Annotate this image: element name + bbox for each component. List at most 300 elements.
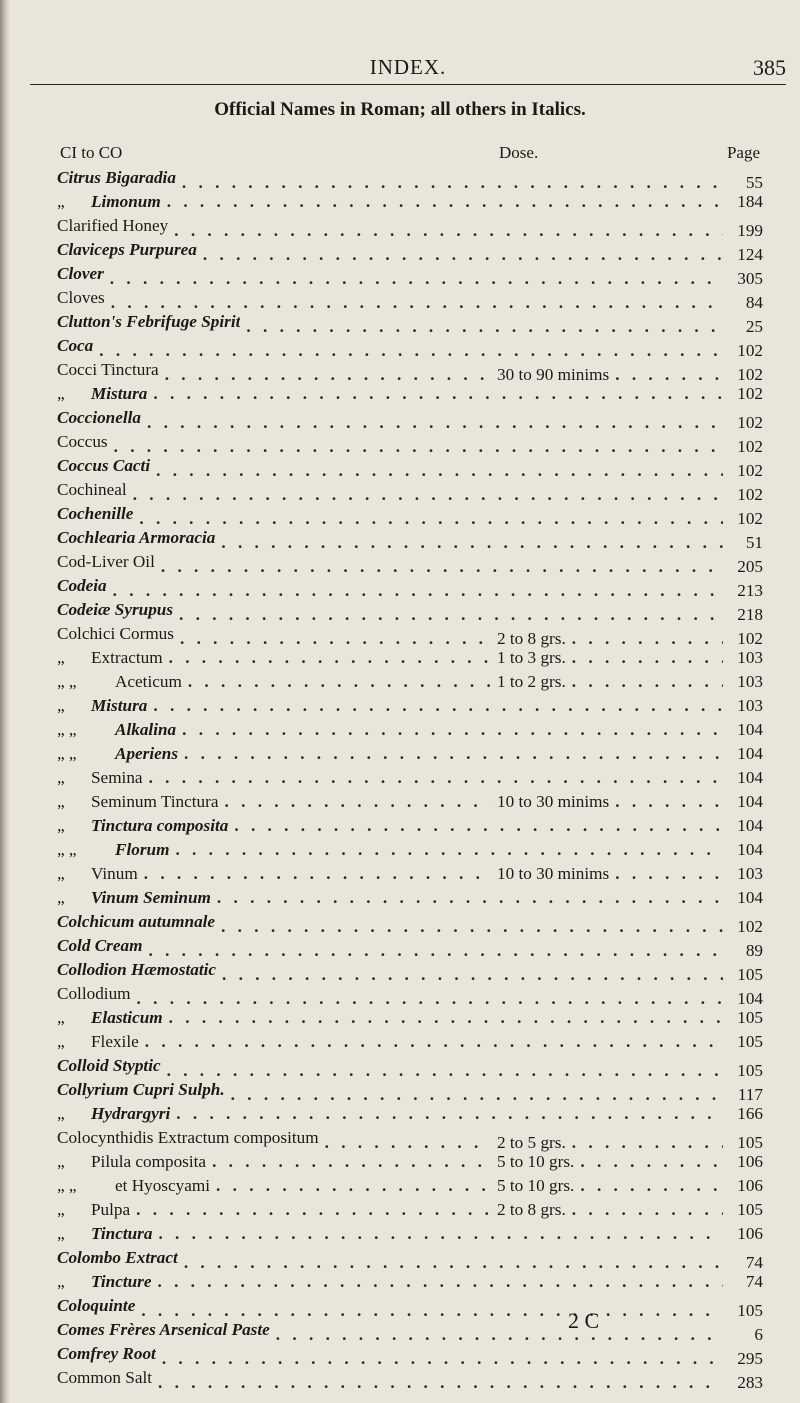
entry-name-cell bbox=[57, 360, 159, 380]
ditto-mark: „ bbox=[57, 1008, 65, 1027]
entry-dose: 2 to 8 grs. bbox=[497, 1200, 566, 1219]
entry-name-cell bbox=[57, 528, 215, 548]
entry-page: 104 bbox=[737, 888, 763, 907]
dot-leader bbox=[141, 1301, 723, 1320]
entry-page: 105 bbox=[737, 1133, 763, 1152]
entry-name-cell bbox=[57, 1296, 135, 1316]
index-entry bbox=[57, 552, 763, 576]
entry-page: 105 bbox=[737, 1061, 763, 1080]
entry-name: Extractum bbox=[91, 648, 163, 667]
entry-name-cell bbox=[57, 1104, 170, 1124]
dot-leader bbox=[110, 269, 723, 288]
dot-leader bbox=[133, 485, 723, 504]
ditto-mark: „ „ bbox=[57, 720, 77, 739]
index-entry bbox=[57, 744, 763, 768]
entry-page: 104 bbox=[737, 744, 763, 763]
entry-name-cell bbox=[57, 792, 219, 812]
entry-name-cell bbox=[57, 264, 104, 284]
entry-name-cell bbox=[57, 984, 131, 1004]
entry-name-cell bbox=[57, 1056, 161, 1076]
dot-leader bbox=[144, 864, 491, 884]
index-entry bbox=[57, 1296, 763, 1320]
dot-leader bbox=[222, 965, 723, 984]
dot-leader bbox=[169, 648, 491, 668]
entry-name: Tinctura composita bbox=[91, 816, 229, 835]
entry-dose: 2 to 5 grs. bbox=[497, 1133, 566, 1152]
entry-page: 105 bbox=[737, 1032, 763, 1051]
entry-name-cell bbox=[57, 1344, 156, 1364]
entry-page: 205 bbox=[737, 557, 763, 576]
entry-name-cell bbox=[57, 1176, 210, 1196]
entry-page: 199 bbox=[737, 221, 763, 240]
dot-leader bbox=[137, 989, 723, 1008]
entry-name-cell bbox=[57, 936, 142, 956]
entry-name-cell bbox=[57, 336, 93, 356]
entry-page: 102 bbox=[737, 509, 763, 528]
entry-name: Coca bbox=[57, 336, 94, 355]
dot-leader bbox=[136, 1200, 491, 1220]
entry-page: 6 bbox=[754, 1325, 763, 1344]
ditto-mark: „ bbox=[57, 1272, 65, 1291]
entry-name: Collyrium Cupri Sulph. bbox=[57, 1080, 225, 1099]
dot-leader bbox=[580, 1152, 723, 1172]
entry-page: 124 bbox=[737, 245, 763, 264]
index-entry bbox=[57, 840, 763, 864]
entry-name: Hydrargyri bbox=[91, 1104, 171, 1123]
dot-leader bbox=[182, 173, 723, 192]
entry-page: 104 bbox=[737, 816, 763, 835]
index-entries bbox=[57, 168, 763, 1392]
entry-name-cell bbox=[57, 720, 176, 740]
dot-leader bbox=[572, 1133, 723, 1152]
entry-name-cell bbox=[57, 840, 169, 860]
index-entry bbox=[57, 600, 763, 624]
entry-name-cell bbox=[57, 672, 182, 692]
entry-name-cell bbox=[57, 744, 178, 764]
ditto-mark: „ bbox=[57, 768, 65, 787]
dot-leader bbox=[167, 192, 723, 212]
entry-name: Cochlearia Armoracia bbox=[57, 528, 216, 547]
entry-name: Codeiæ Syrupus bbox=[57, 600, 174, 619]
entry-name-cell bbox=[57, 552, 155, 572]
entry-name-cell bbox=[57, 288, 105, 308]
running-title: INDEX. bbox=[369, 55, 447, 79]
index-entry bbox=[57, 384, 763, 408]
entry-page: 51 bbox=[745, 533, 763, 552]
entry-page: 25 bbox=[745, 317, 763, 336]
dot-leader bbox=[246, 317, 723, 336]
dot-leader bbox=[184, 1253, 723, 1272]
entry-name: Cochineal bbox=[57, 480, 127, 499]
dot-leader bbox=[325, 1133, 491, 1152]
entry-name-cell bbox=[57, 312, 240, 332]
entry-name: Mistura bbox=[91, 384, 148, 403]
dot-leader bbox=[234, 816, 723, 836]
entry-name: Collodion Hæmostatic bbox=[57, 960, 217, 979]
dot-leader bbox=[188, 672, 491, 692]
printer-signature: 2 C bbox=[568, 1308, 600, 1333]
index-entry bbox=[57, 408, 763, 432]
entry-name: Clarified Honey bbox=[57, 216, 169, 235]
entry-page: 89 bbox=[745, 941, 763, 960]
index-entry bbox=[57, 720, 763, 744]
entry-name-cell bbox=[57, 168, 176, 188]
index-entry bbox=[57, 336, 763, 360]
entry-page: 305 bbox=[737, 269, 763, 288]
entry-name: Vinum Seminum bbox=[91, 888, 211, 907]
entry-page: 102 bbox=[737, 461, 763, 480]
entry-name: Cloves bbox=[57, 288, 105, 307]
index-entry bbox=[57, 792, 763, 816]
entry-dose: 2 to 8 grs. bbox=[497, 629, 566, 648]
entry-name: Mistura bbox=[91, 696, 148, 715]
entry-name: Clover bbox=[57, 264, 104, 283]
index-entry bbox=[57, 264, 763, 288]
entry-name-cell bbox=[57, 1080, 225, 1100]
header-rule bbox=[30, 84, 786, 85]
entry-name-cell bbox=[57, 960, 216, 980]
index-entry bbox=[57, 1056, 763, 1080]
index-entry bbox=[57, 456, 763, 480]
dot-leader bbox=[572, 648, 723, 668]
index-entry bbox=[57, 1032, 763, 1056]
index-entry bbox=[57, 1152, 763, 1176]
ditto-mark: „ bbox=[57, 1224, 65, 1243]
index-entry bbox=[57, 288, 763, 312]
dot-leader bbox=[147, 413, 723, 432]
entry-name: Coloquinte bbox=[57, 1296, 136, 1315]
ditto-mark: „ bbox=[57, 888, 65, 907]
column-range: CI to CO bbox=[60, 143, 123, 162]
entry-page: 104 bbox=[737, 989, 763, 1008]
dot-leader bbox=[161, 557, 723, 576]
index-entry bbox=[57, 1200, 763, 1224]
index-entry bbox=[57, 1104, 763, 1128]
page-binding-edge bbox=[0, 0, 10, 1403]
dot-leader bbox=[157, 1272, 723, 1292]
index-entry bbox=[57, 984, 763, 1008]
index-entry bbox=[57, 936, 763, 960]
entry-dose: 5 to 10 grs. bbox=[497, 1152, 575, 1171]
entry-page: 102 bbox=[737, 629, 763, 648]
entry-page: 55 bbox=[745, 173, 763, 192]
entry-page: 106 bbox=[737, 1152, 763, 1171]
entry-page: 283 bbox=[737, 1373, 763, 1392]
entry-page: 102 bbox=[737, 341, 763, 360]
entry-name: Colloid Styptic bbox=[57, 1056, 161, 1075]
entry-name-cell bbox=[57, 888, 211, 908]
dot-leader bbox=[174, 221, 723, 240]
index-entry bbox=[57, 504, 763, 528]
index-entry bbox=[57, 696, 763, 720]
ditto-mark: „ bbox=[57, 1152, 65, 1171]
dot-leader bbox=[216, 1176, 491, 1196]
dot-leader bbox=[175, 840, 723, 860]
entry-name-cell bbox=[57, 1008, 163, 1028]
entry-page: 102 bbox=[737, 365, 763, 384]
entry-page: 103 bbox=[737, 672, 763, 691]
dot-leader bbox=[179, 605, 723, 624]
dot-leader bbox=[113, 581, 723, 600]
entry-name-cell bbox=[57, 816, 228, 836]
column-page: Page bbox=[726, 143, 760, 162]
entry-name: Collodium bbox=[57, 984, 131, 1003]
entry-page: 117 bbox=[737, 1085, 763, 1104]
entry-name-cell bbox=[57, 1152, 206, 1172]
entry-name-cell bbox=[57, 1248, 178, 1268]
dot-leader bbox=[572, 1200, 723, 1220]
index-entry bbox=[57, 360, 763, 384]
index-entry bbox=[57, 1008, 763, 1032]
index-entry bbox=[57, 960, 763, 984]
entry-name-cell bbox=[57, 1128, 319, 1148]
entry-name: Vinum bbox=[91, 864, 138, 883]
dot-leader bbox=[212, 1152, 491, 1172]
dot-leader bbox=[217, 888, 723, 908]
entry-page: 74 bbox=[745, 1272, 763, 1291]
entry-page: 104 bbox=[737, 768, 763, 787]
entry-name-cell bbox=[57, 1200, 130, 1220]
entry-name-cell bbox=[57, 1368, 152, 1388]
dot-leader bbox=[111, 293, 723, 312]
dot-leader bbox=[572, 629, 723, 648]
entry-name-cell bbox=[57, 480, 127, 500]
index-entry bbox=[57, 1344, 763, 1368]
ditto-mark: „ bbox=[57, 792, 65, 811]
entry-page: 105 bbox=[737, 965, 763, 984]
entry-name: Cochenille bbox=[57, 504, 134, 523]
dot-leader bbox=[580, 1176, 723, 1196]
index-entry bbox=[57, 1080, 763, 1104]
index-entry bbox=[57, 888, 763, 912]
entry-dose: 1 to 2 grs. bbox=[497, 672, 566, 691]
entry-dose: 30 to 90 minims bbox=[497, 365, 610, 384]
entry-name-cell bbox=[57, 240, 197, 260]
dot-leader bbox=[158, 1373, 723, 1392]
entry-name-cell bbox=[57, 504, 133, 524]
dot-leader bbox=[221, 917, 723, 936]
index-entry bbox=[57, 672, 763, 696]
index-entry bbox=[57, 312, 763, 336]
entry-name: Clutton's Febrifuge Spirit bbox=[57, 312, 241, 331]
entry-page: 74 bbox=[745, 1253, 763, 1272]
dot-leader bbox=[148, 941, 723, 960]
dot-leader bbox=[167, 1061, 723, 1080]
entry-name-cell bbox=[57, 456, 150, 476]
dot-leader bbox=[114, 437, 723, 456]
ditto-mark: „ bbox=[57, 864, 65, 883]
entry-name: Pilula composita bbox=[91, 1152, 207, 1171]
entry-name-cell bbox=[57, 1272, 151, 1292]
page-header bbox=[30, 55, 786, 95]
entry-name: Cold Cream bbox=[57, 936, 143, 955]
entry-dose: 5 to 10 grs. bbox=[497, 1176, 575, 1195]
index-entry bbox=[57, 624, 763, 648]
index-entry bbox=[57, 216, 763, 240]
entry-page: 103 bbox=[737, 864, 763, 883]
ditto-mark: „ bbox=[57, 648, 65, 667]
ditto-mark: „ „ bbox=[57, 840, 77, 859]
entry-name: Codeia bbox=[57, 576, 107, 595]
ditto-mark: „ bbox=[57, 816, 65, 835]
column-dose: Dose. bbox=[499, 143, 539, 162]
entry-page: 104 bbox=[737, 792, 763, 811]
entry-name: Coccus bbox=[57, 432, 108, 451]
index-note: Official Names in Roman; all others in Italics. bbox=[214, 99, 586, 120]
entry-page: 102 bbox=[737, 437, 763, 456]
entry-name: Alkalina bbox=[115, 720, 177, 739]
ditto-mark: „ bbox=[57, 192, 65, 211]
entry-page: 103 bbox=[737, 648, 763, 667]
dot-leader bbox=[180, 629, 491, 648]
dot-leader bbox=[221, 533, 723, 552]
dot-leader bbox=[153, 696, 723, 716]
entry-page: 84 bbox=[745, 293, 763, 312]
dot-leader bbox=[615, 864, 723, 884]
entry-page: 213 bbox=[737, 581, 763, 600]
entry-name: Coccionella bbox=[57, 408, 142, 427]
dot-leader bbox=[231, 1085, 723, 1104]
dot-leader bbox=[276, 1325, 723, 1344]
index-entry bbox=[57, 1128, 763, 1152]
index-entry bbox=[57, 528, 763, 552]
index-entry bbox=[57, 192, 763, 216]
entry-name: Cocci Tinctura bbox=[57, 360, 159, 379]
entry-page: 103 bbox=[737, 696, 763, 715]
entry-name-cell bbox=[57, 600, 173, 620]
entry-name-cell bbox=[57, 1224, 152, 1244]
entry-name: et Hyoscyami bbox=[115, 1176, 210, 1195]
entry-name: Colocynthidis Extractum compositum bbox=[57, 1128, 319, 1147]
entry-name-cell bbox=[57, 1320, 270, 1340]
column-headings bbox=[60, 143, 760, 165]
entry-page: 102 bbox=[737, 917, 763, 936]
entry-page: 295 bbox=[737, 1349, 763, 1368]
ditto-mark: „ bbox=[57, 1032, 65, 1051]
index-entry bbox=[57, 1368, 763, 1392]
index-entry bbox=[57, 1320, 763, 1344]
entry-page: 105 bbox=[737, 1200, 763, 1219]
entry-name: Common Salt bbox=[57, 1368, 153, 1387]
ditto-mark: „ bbox=[57, 1200, 65, 1219]
entry-name-cell bbox=[57, 192, 161, 212]
page-number: 385 bbox=[753, 55, 786, 80]
dot-leader bbox=[615, 365, 723, 384]
index-entry bbox=[57, 576, 763, 600]
entry-name-cell bbox=[57, 912, 215, 932]
dot-leader bbox=[572, 672, 723, 692]
dot-leader bbox=[156, 461, 723, 480]
dot-leader bbox=[182, 720, 723, 740]
ditto-mark: „ „ bbox=[57, 744, 77, 763]
entry-name-cell bbox=[57, 768, 143, 788]
entry-page: 166 bbox=[737, 1104, 763, 1123]
entry-name: Cod-Liver Oil bbox=[57, 552, 155, 571]
dot-leader bbox=[176, 1104, 723, 1124]
dot-leader bbox=[615, 792, 723, 812]
entry-page: 184 bbox=[737, 192, 763, 211]
entry-name: Colchici Cormus bbox=[57, 624, 174, 643]
index-entry bbox=[57, 240, 763, 264]
index-entry bbox=[57, 648, 763, 672]
entry-page: 102 bbox=[737, 384, 763, 403]
entry-page: 104 bbox=[737, 840, 763, 859]
entry-page: 102 bbox=[737, 413, 763, 432]
entry-name: Citrus Bigaradia bbox=[57, 168, 176, 187]
dot-leader bbox=[139, 509, 723, 528]
entry-page: 218 bbox=[737, 605, 763, 624]
index-entry bbox=[57, 480, 763, 504]
ditto-mark: „ bbox=[57, 696, 65, 715]
entry-name-cell bbox=[57, 864, 138, 884]
index-entry bbox=[57, 768, 763, 792]
dot-leader bbox=[225, 792, 492, 812]
entry-page: 106 bbox=[737, 1224, 763, 1243]
ditto-mark: „ „ bbox=[57, 1176, 77, 1195]
entry-dose: 1 to 3 grs. bbox=[497, 648, 566, 667]
entry-page: 105 bbox=[737, 1301, 763, 1320]
dot-leader bbox=[158, 1224, 723, 1244]
entry-name: Comfrey Root bbox=[57, 1344, 156, 1363]
index-entry bbox=[57, 1224, 763, 1248]
index-entry bbox=[57, 912, 763, 936]
entry-name: Colombo Extract bbox=[57, 1248, 178, 1267]
entry-name-cell bbox=[57, 384, 147, 404]
index-entry bbox=[57, 1248, 763, 1272]
entry-name: Pulpa bbox=[91, 1200, 131, 1219]
entry-name: Flexile bbox=[91, 1032, 139, 1051]
dot-leader bbox=[99, 341, 723, 360]
entry-name: Colchicum autumnale bbox=[57, 912, 216, 931]
index-entry bbox=[57, 1176, 763, 1200]
entry-name-cell bbox=[57, 216, 168, 236]
index-entry bbox=[57, 168, 763, 192]
ditto-mark: „ „ bbox=[57, 672, 77, 691]
entry-name: Limonum bbox=[91, 192, 161, 211]
ditto-mark: „ bbox=[57, 1104, 65, 1123]
entry-dose: 10 to 30 minims bbox=[497, 792, 610, 811]
dot-leader bbox=[165, 365, 491, 384]
ditto-mark: „ bbox=[57, 384, 65, 403]
dot-leader bbox=[153, 384, 723, 404]
entry-dose: 10 to 30 minims bbox=[497, 864, 610, 883]
entry-name: Elasticum bbox=[91, 1008, 163, 1027]
entry-page: 102 bbox=[737, 485, 763, 504]
entry-name-cell bbox=[57, 1032, 139, 1052]
index-entry bbox=[57, 1272, 763, 1296]
entry-name: Claviceps Purpurea bbox=[57, 240, 197, 259]
entry-page: 105 bbox=[737, 1008, 763, 1027]
entry-name: Semina bbox=[91, 768, 143, 787]
index-entry bbox=[57, 432, 763, 456]
entry-name-cell bbox=[57, 648, 163, 668]
entry-name-cell bbox=[57, 624, 174, 644]
entry-name: Seminum Tinctura bbox=[91, 792, 219, 811]
entry-page: 104 bbox=[737, 720, 763, 739]
dot-leader bbox=[169, 1008, 723, 1028]
index-entry bbox=[57, 816, 763, 840]
entry-name-cell bbox=[57, 696, 147, 716]
dot-leader bbox=[149, 768, 723, 788]
entry-name: Comes Frères Arsenical Paste bbox=[57, 1320, 270, 1339]
entry-name-cell bbox=[57, 432, 108, 452]
index-entry bbox=[57, 864, 763, 888]
entry-name-cell bbox=[57, 576, 107, 596]
entry-name: Aceticum bbox=[115, 672, 182, 691]
entry-name: Florum bbox=[115, 840, 170, 859]
dot-leader bbox=[203, 245, 723, 264]
dot-leader bbox=[162, 1349, 723, 1368]
